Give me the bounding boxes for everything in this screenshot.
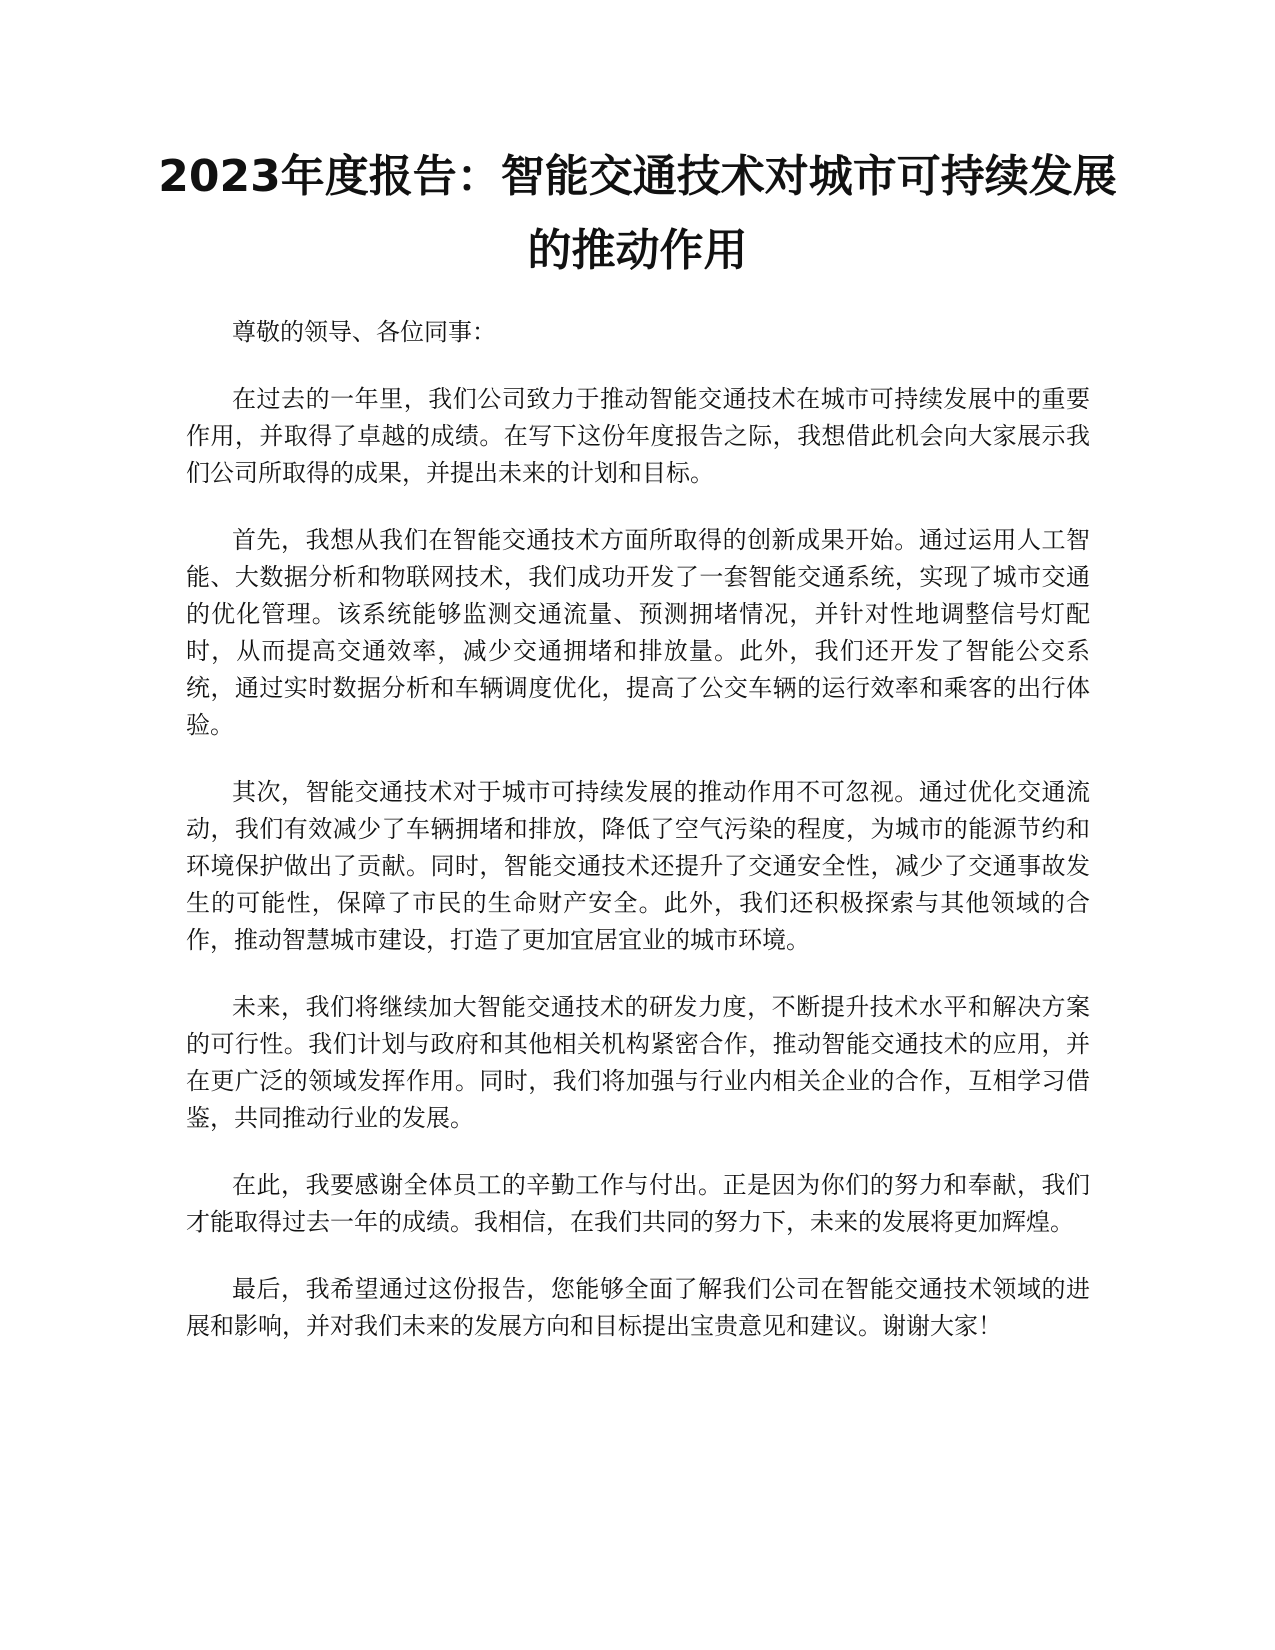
paragraph-2: 首先，我想从我们在智能交通技术方面所取得的创新成果开始。通过运用人工智能、大数据分析和物联网技术，我们成功开发了一套智能交通系统，实现了城市交通的优化管理。该系统能够监测交通流量、预测拥堵情况，并针对性地调整信号灯配时，从而提高交通效率，减少交通拥堵和排放量。此外，我们还开发了智能公交系统，通过实时数据分析和车辆调度优化，提高了公交车辆的运行效率和乘客的出行体验。 [186,526,1090,739]
document-body [186,314,1090,1375]
document-title: 2023年度报告：智能交通技术对城市可持续发展的推动作用 [158,151,1117,276]
paragraph-6: 最后，我希望通过这份报告，您能够全面了解我们公司在智能交通技术领域的进展和影响，并对我们未来的发展方向和目标提出宝贵意见和建议。谢谢大家！ [186,1275,1090,1340]
paragraph-1: 在过去的一年里，我们公司致力于推动智能交通技术在城市可持续发展中的重要作用，并取得了卓越的成绩。在写下这份年度报告之际，我想借此机会向大家展示我们公司所取得的成果，并提出未来的计划和目标。 [186,385,1090,487]
salutation: 尊敬的领导、各位同事： [232,318,496,346]
paragraph-4: 未来，我们将继续加大智能交通技术的研发力度，不断提升技术水平和解决方案的可行性。我们计划与政府和其他相关机构紧密合作，推动智能交通技术的应用，并在更广泛的领域发挥作用。同时，我们将加强与行业内相关企业的合作，互相学习借鉴，共同推动行业的发展。 [186,993,1090,1132]
paragraph-3: 其次，智能交通技术对于城市可持续发展的推动作用不可忽视。通过优化交通流动，我们有效减少了车辆拥堵和排放，降低了空气污染的程度，为城市的能源节约和环境保护做出了贡献。同时，智能交通技术还提升了交通安全性，减少了交通事故发生的可能性，保障了市民的生命财产安全。此外，我们还积极探索与其他领域的合作，推动智慧城市建设，打造了更加宜居宜业的城市环境。 [186,778,1090,954]
paragraph-5: 在此，我要感谢全体员工的辛勤工作与付出。正是因为你们的努力和奉献，我们才能取得过去一年的成绩。我相信，在我们共同的努力下，未来的发展将更加辉煌。 [186,1171,1090,1236]
